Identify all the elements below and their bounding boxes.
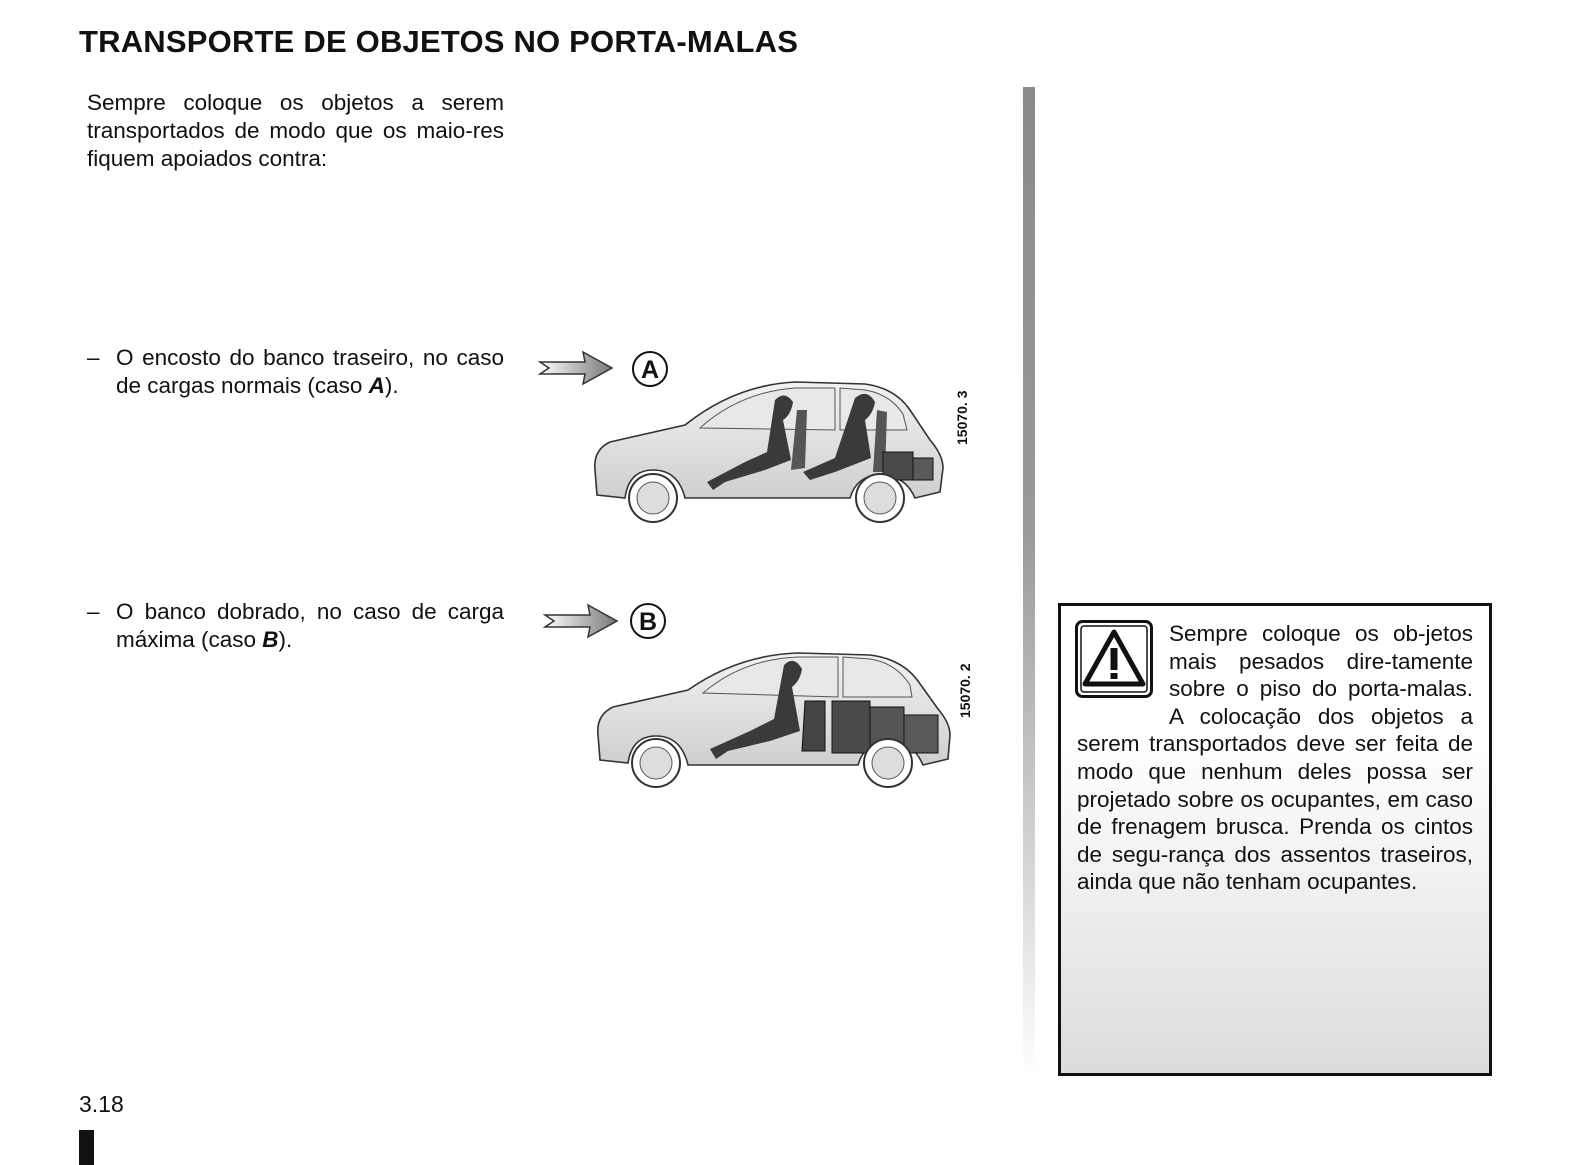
figure-label: B [638,608,658,636]
figure-code: 15070. 2 [957,663,973,718]
bullet-case-a [87,344,504,400]
figure-label: A [640,356,660,384]
bullet-case-b [87,598,504,654]
column-divider-bar [1023,87,1035,1077]
page-title: TRANSPORTE DE OBJETOS NO PORTA-MALAS [79,24,799,59]
arrow-icon [545,605,617,637]
warning-text: Sempre coloque os ob-jetos mais pesados dire-tamente sobre o piso do porta-malas. A colocação dos objetos a serem transportados deve ser feita de modo que nenhum deles possa ser projetado sobre os ocupantes, em caso de frenagem brusca. Prenda os cintos de segu-rança dos assentos traseiros, ainda que não tenham ocupantes. [1077,621,1473,895]
bullet-text: O banco dobrado, no caso de carga máxima (caso B). [116,599,504,652]
bullet-dash: – [87,599,100,624]
car-cargo-normal-illustration [535,340,975,530]
case-label: B [262,627,279,652]
page-edge-marker [79,1130,94,1165]
intro-paragraph: Sempre coloque os objetos a serem transportados de modo que os maio-res fiquem apoiados contra: [87,90,504,171]
figure-case-a [535,340,975,530]
warning-box [1058,603,1492,1076]
car-cargo-max-illustration [540,593,980,793]
case-label: A [368,373,385,398]
bullet-dash: – [87,345,100,370]
arrow-icon [540,352,612,384]
bullet-text: O encosto do banco traseiro, no caso de cargas normais (caso A). [116,345,504,398]
figure-case-b [540,593,980,793]
page-number: 3.18 [79,1091,124,1117]
figure-code: 15070. 3 [954,390,970,445]
